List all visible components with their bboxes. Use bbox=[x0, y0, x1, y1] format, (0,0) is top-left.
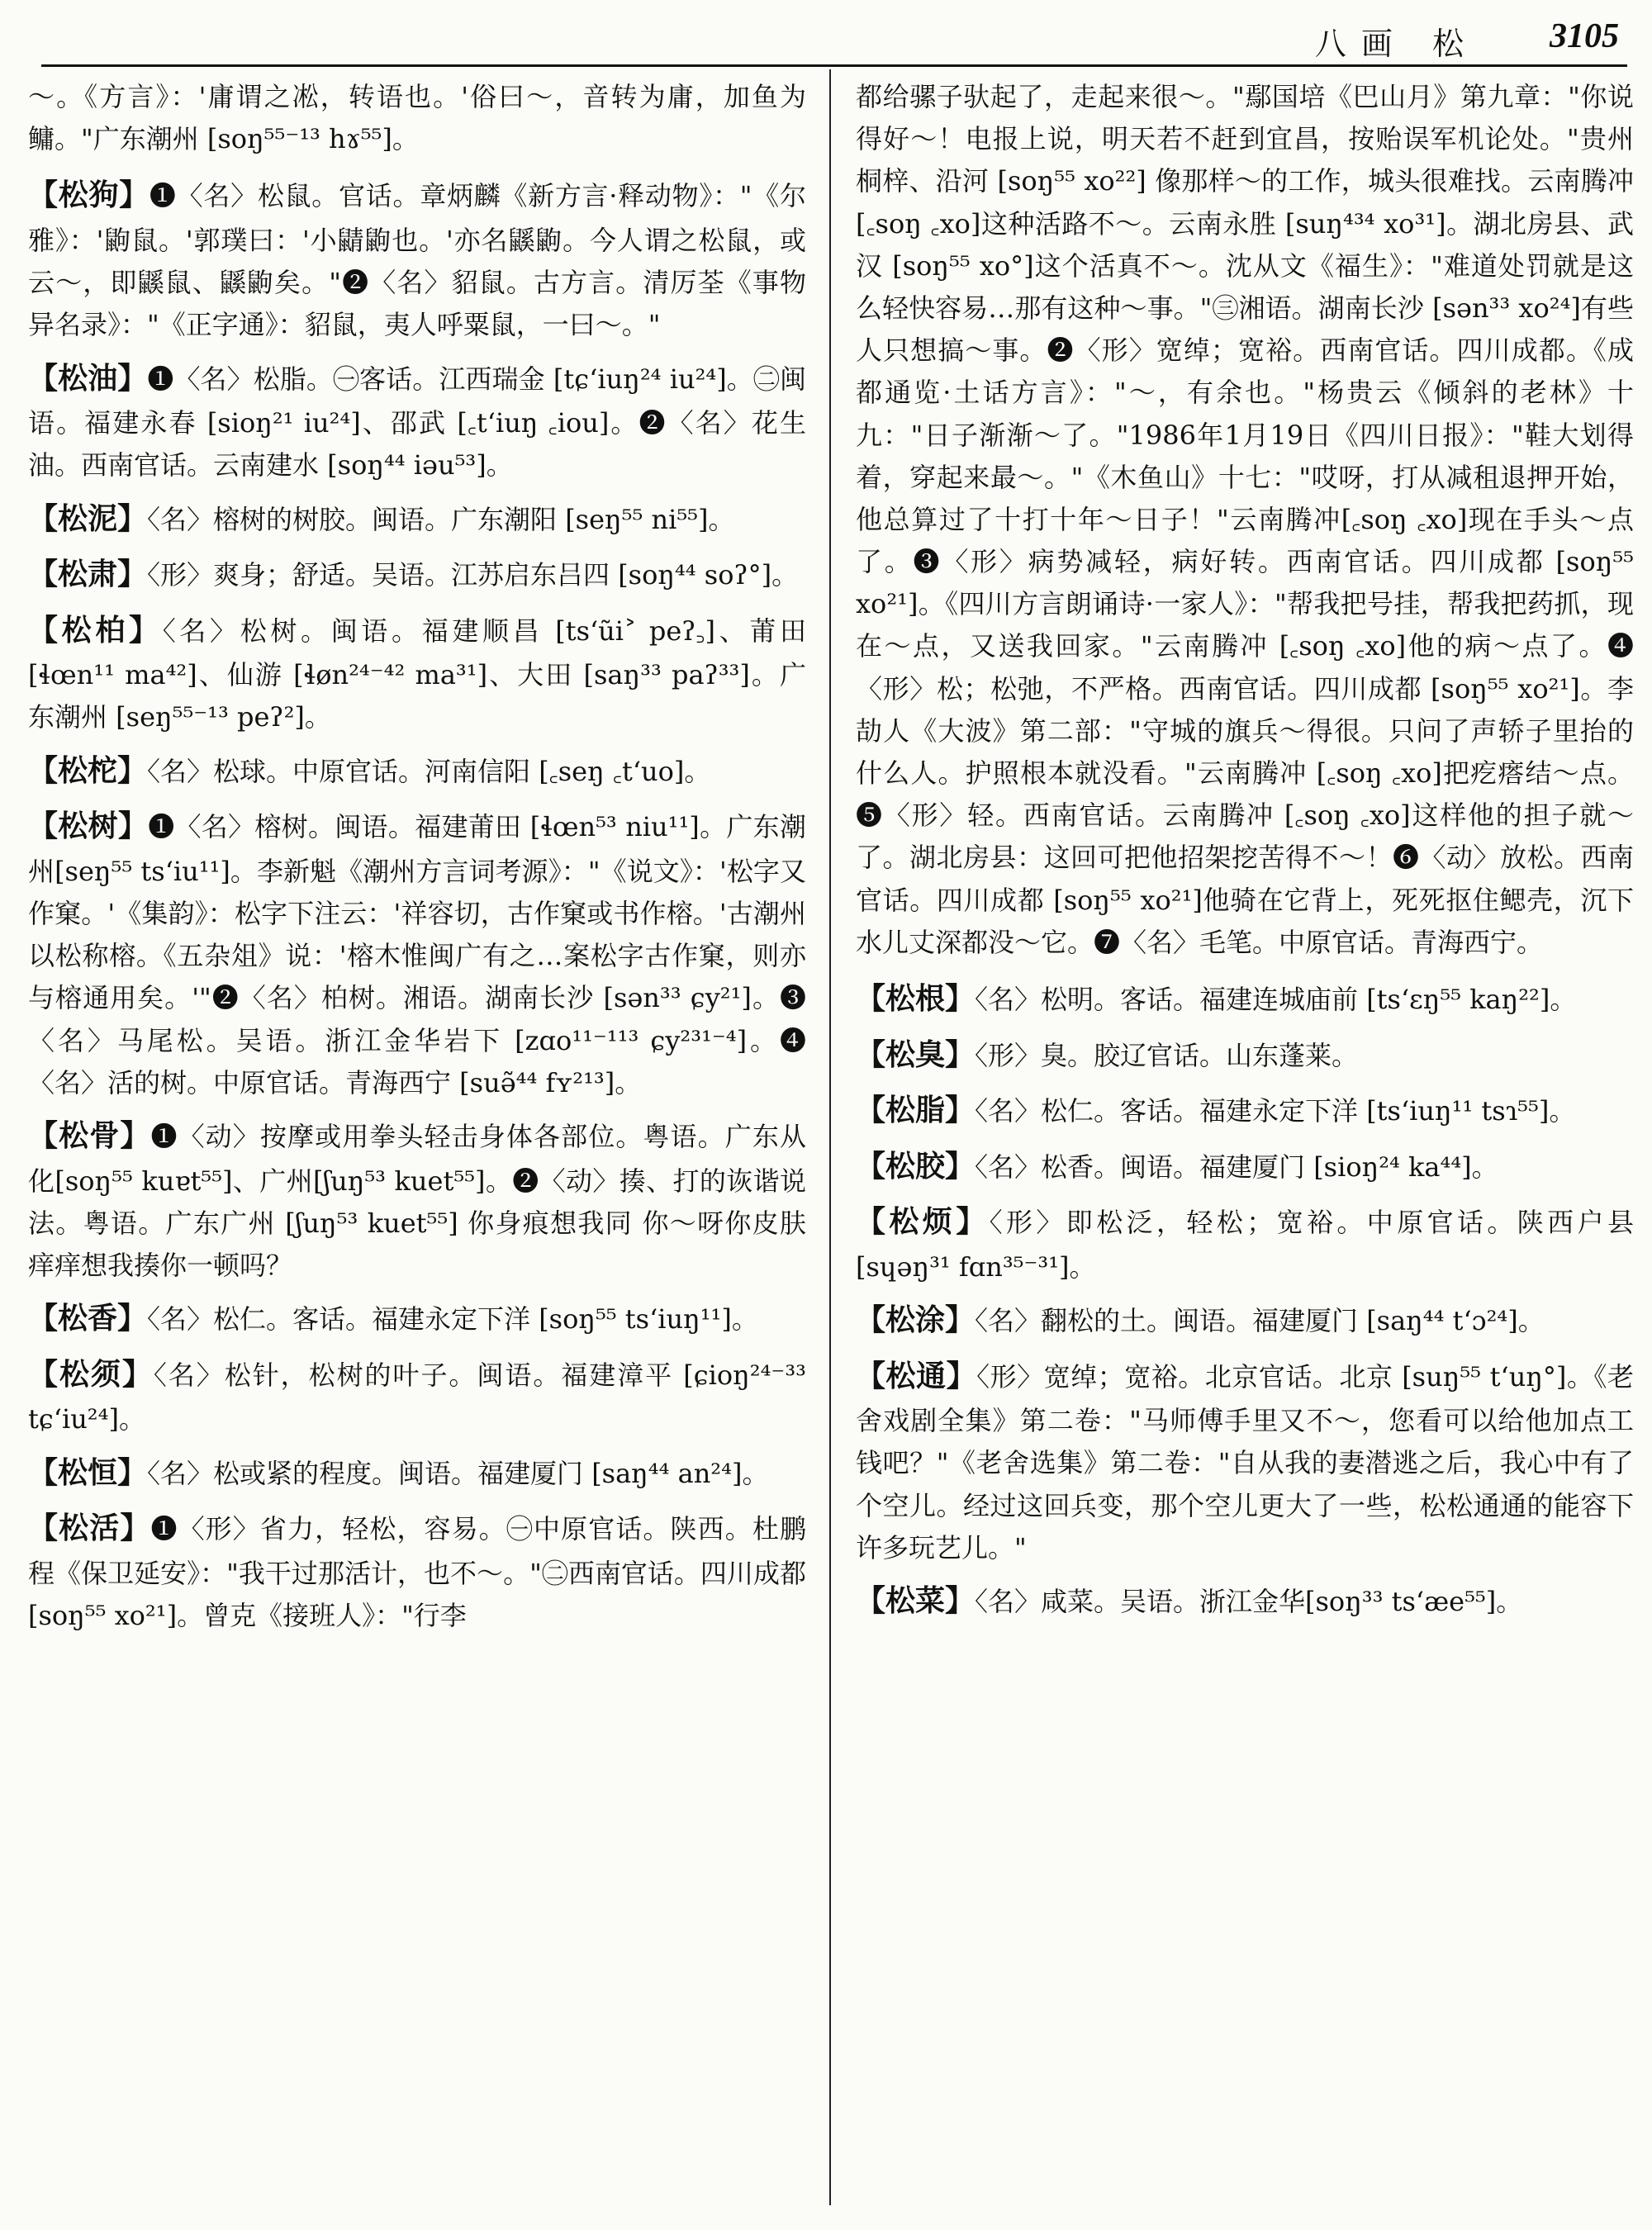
entry-definition: 〈形〉爽身；舒适。吴语。江苏启东吕四 [soŋ⁴⁴ soʔ°]。 bbox=[147, 559, 799, 591]
entry-headword: 【松油】 bbox=[28, 360, 148, 396]
entry-headword: 【松肃】 bbox=[28, 557, 148, 592]
entry-definition: 〈名〉松仁。客话。福建永定下洋 [tsʻiuŋ¹¹ tsɿ⁵⁵]。 bbox=[975, 1095, 1576, 1127]
entry-headword: 【松胶】 bbox=[856, 1148, 976, 1184]
entry-definition: ❶〈名〉松脂。㊀客话。江西瑞金 [tɕʻiuŋ²⁴ iu²⁴]。㊁闽语。福建永春 [sioŋ²¹ iu²⁴]、邵武 [꜀tʻiuŋ ꜀iou]。❷〈名〉花生油。西南官话。云南建水 [soŋ⁴⁴ iəu⁵³]。 bbox=[28, 363, 806, 482]
entry-definition: 〈名〉松球。中原官话。河南信阳 [꜀seŋ ꜀tʻuo]。 bbox=[147, 755, 711, 787]
entry-headword: 【松活】 bbox=[28, 1511, 151, 1546]
entry-definition: 〈名〉松针，松树的叶子。闽语。福建漳平 [ɕioŋ²⁴⁻³³ tɕʻiu²⁴]。 bbox=[28, 1359, 806, 1435]
dictionary-entry bbox=[28, 607, 806, 739]
entry-headword: 【松泥】 bbox=[28, 501, 148, 536]
entry-headword: 【松树】 bbox=[28, 809, 149, 844]
dictionary-entry bbox=[28, 1450, 806, 1497]
dictionary-entry bbox=[856, 975, 1634, 1023]
entry-definition: 〈名〉松树。闽语。福建顺昌 [tsʻũi˃ peʔ꜆]、莆田 [ɬœn¹¹ ma⁴²]、仙游 [ɬøn²⁴⁻⁴² ma³¹]、大田 [saŋ³³ paʔ³³]。广东潮州 [seŋ⁵⁵⁻¹³ peʔ²]。 bbox=[28, 614, 806, 733]
page-header bbox=[0, 12, 1652, 61]
entry-definition: 〈名〉松香。闽语。福建厦门 [sioŋ²⁴ ka⁴⁴]。 bbox=[975, 1151, 1498, 1183]
dictionary-entry bbox=[856, 1198, 1634, 1288]
dictionary-entry bbox=[28, 1113, 806, 1287]
entry-definition: 〈名〉松或紧的程度。闽语。福建厦门 [saŋ⁴⁴ an²⁴]。 bbox=[147, 1457, 769, 1489]
dictionary-entry bbox=[856, 1353, 1634, 1569]
dictionary-entry bbox=[856, 1578, 1634, 1625]
entry-list bbox=[856, 975, 1634, 1625]
entry-definition: 〈形〉臭。胶辽官话。山东蓬莱。 bbox=[975, 1039, 1359, 1071]
entry-definition: ❶〈名〉榕树。闽语。福建莆田 [ɬœn⁵³ niu¹¹]。广东潮州[seŋ⁵⁵ tsʻiu¹¹]。李新魁《潮州方言词考源》："《说文》：'松字又作窠。'《集韵》：松字下注云：'祥容切，古作窠或书作榕。'古潮州以松称榕。《五杂俎》说：'榕木惟闽广有之…案松字古作窠，则亦与榕通用矣。'"❷〈名〉柏树。湘语。湖南长沙 [sən³³ ɕy²¹]。❸〈名〉马尾松。吴语。浙江金华岩下 [zɑo¹¹⁻¹¹³ ɕy²³¹⁻⁴]。❹〈名〉活的树。中原官话。青海西宁 [suə̃⁴⁴ fʏ²¹³]。 bbox=[28, 811, 806, 1098]
dictionary-entry bbox=[856, 1297, 1634, 1345]
entry-headword: 【松菜】 bbox=[856, 1583, 976, 1619]
dictionary-entry bbox=[28, 551, 806, 599]
entry-definition: ❶〈名〉松鼠。官话。章炳麟《新方言·释动物》："《尔雅》：'鼩鼠。'郭璞曰：'小鼱鼩也。'亦名鼷鼩。今人谓之松鼠，或云～，即鼷鼠、鼷鼩矣。"❷〈名〉貂鼠。古方言。清厉荃《事物异名录》："《正字通》：貂鼠，夷人呼粟鼠，一曰～。" bbox=[28, 180, 806, 341]
entry-headword: 【松臭】 bbox=[856, 1037, 976, 1072]
dictionary-entry bbox=[28, 496, 806, 543]
dictionary-entry bbox=[28, 1505, 806, 1637]
entry-headword: 【松恒】 bbox=[28, 1454, 148, 1490]
continued-entry-text: 都给骡子驮起了，走起来很～。"鄢国培《巴山月》第九章："你说得好～！电报上说，明天若不赶到宜昌，按贻误军机论处。"贵州桐梓、沿河 [soŋ⁵⁵ xo²²] 像那样～的工作，城头很难找。云南腾冲 [꜀soŋ ꜀xo]这种活路不～。云南永胜 [suŋ⁴³⁴ xo³¹]。湖北房县、武汉 [soŋ⁵⁵ xo°]这个活真不～。沈从文《福生》："难道处罚就是这么轻快容易…那有这种～事。"㊂湘语。湖南长沙 [sən³³ xo²⁴]有些人只想搞～事。❷〈形〉宽绰；宽裕。西南官话。四川成都。《成都通览·土话方言》："～，有余也。"杨贵云《倾斜的老林》十九："日子渐渐～了。"1986年1月19日《四川日报》："鞋大划得着，穿起来最～。"《木鱼山》十七："哎呀，打从减租退押开始，他总算过了十打十年～日子！"云南腾冲[꜀soŋ ꜀xo]现在手头～点了。❸〈形〉病势减轻，病好转。西南官话。四川成都 [soŋ⁵⁵ xo²¹]。《四川方言朗诵诗·一家人》："帮我把号挂，帮我把药抓，现在～点，又送我回家。"云南腾冲 [꜀soŋ ꜀xo]他的病～点了。❹〈形〉松；松弛，不严格。西南官话。四川成都 [soŋ⁵⁵ xo²¹]。李劼人《大波》第二部："守城的旗兵～得很。只问了声轿子里抬的什么人。护照根本就没看。"云南腾冲 [꜀soŋ ꜀xo]把疙瘩结～点。❺〈形〉轻。西南官话。云南腾冲 [꜀soŋ ꜀xo]这样他的担子就～了。湖北房县：这回可把他招架挖苦得不～！❻〈动〉放松。西南官话。四川成都 [soŋ⁵⁵ xo²¹]他骑在它背上，死死抠住鳃壳，沉下水儿丈深都没～它。❼〈名〉毛笔。中原官话。青海西宁。 bbox=[856, 81, 1634, 958]
dictionary-entry bbox=[28, 1295, 806, 1343]
entry-definition: ❶〈动〉按摩或用拳头轻击身体各部位。粤语。广东从化[soŋ⁵⁵ kuɐt⁵⁵]、广州[ʃuŋ⁵³ kuet⁵⁵]。❷〈动〉揍、打的诙谐说法。粤语。广东广州 [ʃuŋ⁵³ kuet⁵⁵] 你身痕想我同 你～呀你皮肤痒痒想我揍你一顿吗？ bbox=[28, 1120, 806, 1281]
dictionary-entry bbox=[28, 1351, 806, 1441]
entry-definition: 〈名〉咸菜。吴语。浙江金华[soŋ³³ tsʻæe⁵⁵]。 bbox=[975, 1586, 1523, 1618]
dictionary-entry bbox=[856, 1143, 1634, 1191]
header-rule bbox=[41, 64, 1627, 67]
entry-definition: 〈形〉即松泛，轻松；宽裕。中原官话。陕西户县 [sɥəŋ³¹ fɑn³⁵⁻³¹]。 bbox=[856, 1207, 1634, 1283]
entry-headword: 【松烦】 bbox=[856, 1204, 990, 1240]
entry-definition: ❶〈形〉省力，轻松，容易。㊀中原官话。陕西。杜鹏程《保卫延安》："我干过那活计，也不～。"㊁西南官话。四川成都[soŋ⁵⁵ xo²¹]。曾克《接班人》："行李 bbox=[28, 1513, 806, 1631]
entry-headword: 【松狗】 bbox=[28, 178, 150, 213]
entry-headword: 【松须】 bbox=[28, 1356, 154, 1392]
entry-headword: 【松脂】 bbox=[856, 1093, 976, 1128]
dictionary-entry bbox=[28, 803, 806, 1104]
dictionary-entry bbox=[28, 172, 806, 346]
entry-headword: 【松柏】 bbox=[28, 612, 163, 648]
dictionary-entry bbox=[856, 1087, 1634, 1135]
dictionary-entry bbox=[856, 1032, 1634, 1079]
entry-headword: 【松香】 bbox=[28, 1301, 148, 1336]
column-divider bbox=[829, 69, 831, 2205]
continued-entry-text: ～。《方言》：'庸谓之凇，转语也。'俗曰～，音转为庸，加鱼为鳙。"广东潮州 [soŋ⁵⁵⁻¹³ hɤ⁵⁵]。 bbox=[28, 81, 806, 155]
entry-headword: 【松涂】 bbox=[856, 1302, 976, 1338]
entry-definition: 〈名〉松明。客话。福建连城庙前 [tsʻɛŋ⁵⁵ kaŋ²²]。 bbox=[975, 983, 1577, 1015]
entry-list bbox=[28, 172, 806, 1637]
entry-headword: 【松骨】 bbox=[28, 1117, 151, 1153]
entry-definition: 〈名〉翻松的土。闽语。福建厦门 [saŋ⁴⁴ tʻɔ²⁴]。 bbox=[975, 1305, 1545, 1337]
entry-headword: 【松柁】 bbox=[28, 752, 148, 788]
entry-headword: 【松通】 bbox=[856, 1358, 977, 1393]
entry-definition: 〈形〉宽绰；宽裕。北京官话。北京 [suŋ⁵⁵ tʻuŋ°]。《老舍戏剧全集》第二卷："马师傅手里又不～，您看可以给他加点工钱吧？"《老舍选集》第二卷："自从我的妻潜逃之后，我心中有了个空儿。经过这回兵变，那个空儿更大了一些，松松通通的能容下许多玩艺儿。" bbox=[856, 1360, 1634, 1563]
left-column bbox=[28, 76, 806, 1645]
page-number: 3105 bbox=[1550, 17, 1619, 55]
dictionary-entry bbox=[28, 355, 806, 487]
entry-definition: 〈名〉松仁。客话。福建永定下洋 [soŋ⁵⁵ tsʻiuŋ¹¹]。 bbox=[147, 1303, 758, 1336]
entry-headword: 【松根】 bbox=[856, 980, 976, 1016]
right-column bbox=[856, 76, 1634, 1634]
entry-definition: 〈名〉榕树的树胶。闽语。广东潮阳 [seŋ⁵⁵ ni⁵⁵]。 bbox=[147, 503, 735, 535]
dictionary-entry bbox=[28, 747, 806, 795]
running-head: 八画 松 bbox=[1314, 26, 1479, 62]
